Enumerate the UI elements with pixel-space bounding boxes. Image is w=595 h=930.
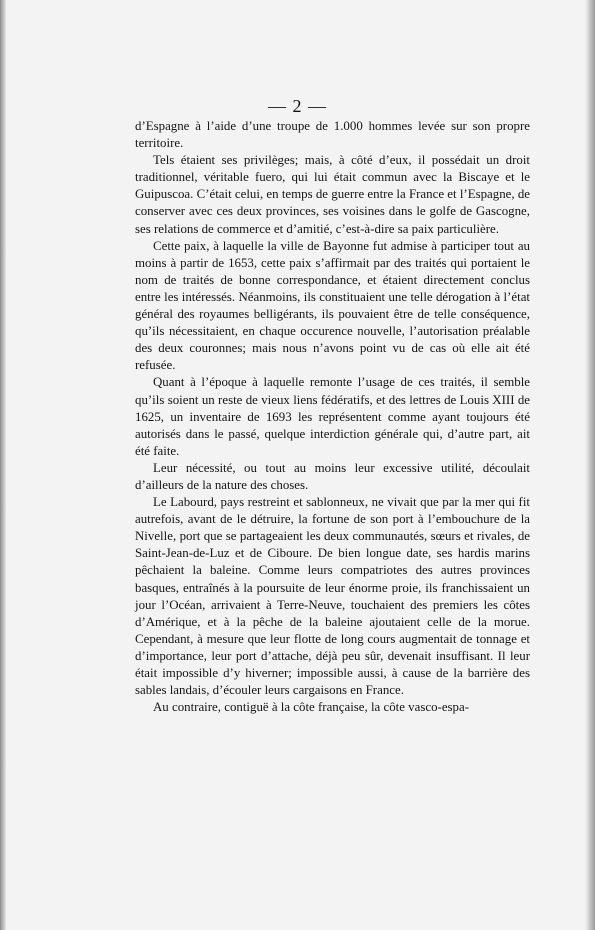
paragraph: Leur nécessité, ou tout au moins leur excessive utilité, découlait d’ailleurs de la nature des choses.: [135, 460, 530, 492]
paragraph: Tels étaient ses privilèges; mais, à côté d’eux, il possédait un droit traditionnel, véritable fuero, qui lui était commun avec la Biscaye et le Guipuscoa. C’était celui, en temps de guerre entre la France et l’Espagne, de conserver avec ces deux provinces, ses voisines dans le golfe de Gascogne, ses relations de commerce et d’amitié, c’est-à-dire sa paix particulière.: [135, 153, 530, 236]
paragraph: Au contraire, contiguë à la côte française, la côte vasco-espa-: [153, 700, 470, 715]
paragraph: Quant à l’époque à laquelle remonte l’usage de ces traités, il semble qu’ils soient un reste de vieux liens fédératifs, et des lettres de Louis XIII de 1625, un inventaire de 1693 les représentent comme ayant toujours été autorisés dans le passé, quelque interdiction générale qui, d’autre part, ait été faite.: [135, 375, 530, 458]
paragraph: d’Espagne à l’aide d’une troupe de 1.000 hommes levée sur son propre territoire.: [135, 119, 530, 151]
page-number: — 2 —: [268, 96, 327, 116]
body-text: [135, 118, 530, 716]
paragraph: Le Labourd, pays restreint et sablonneux, ne vivait que par la mer qui fit autrefois, avant de le détruire, la fortune de son port à l’embouchure de la Nivelle, port que se partageaient les deux communautés, sœurs et rivales, de Saint-Jean-de-Luz et de Ciboure. De bien longue date, ses hardis marins pêchaient la baleine. Comme leurs compatriotes des autres provinces basques, entraînés à la poursuite de leur énorme proie, ils franchissaient un jour l’Océan, arrivaient à Terre-Neuve, touchaient des premiers les côtes d’Amérique, et à la pêche de la baleine ajoutaient celle de la morue. Cependant, à mesure que leur flotte de long cours augmentait de tonnage et d’importance, leur port d’attache, déjà peu sûr, devenait insuffisant. Il leur était impossible d’y hiverner; impossible aussi, à cause de la barrière des sables landais, d’écouler leurs cargaisons en France.: [135, 495, 530, 698]
paragraph: Cette paix, à laquelle la ville de Bayonne fut admise à participer tout au moins à partir de 1653, cette paix s’affirmait par des traités qui portaient le nom de traités de bonne correspondance, et étaient directement conclus entre les intéressés. Néanmoins, ils constituaient une telle dérogation à l’état général des royaumes belligérants, ils pouvaient être de telle conséquence, qu’ils nécessitaient, en chaque occurence nouvelle, l’autorisation préalable des deux couronnes; mais nous n’avons point vu de cas où elle ait été refusée.: [135, 238, 530, 373]
